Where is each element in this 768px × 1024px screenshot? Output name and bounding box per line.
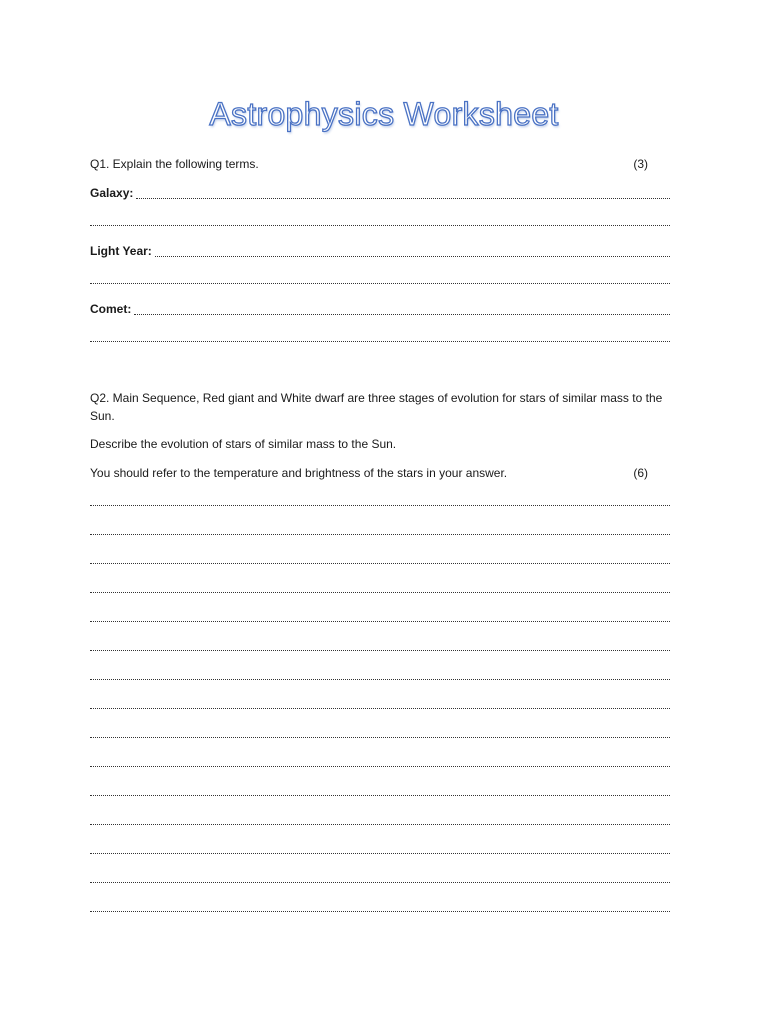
answer-dots xyxy=(136,188,670,199)
answer-dots xyxy=(90,843,670,854)
q1-prompt: Q1. Explain the following terms. xyxy=(90,157,259,171)
q2-answer-line[interactable] xyxy=(90,756,670,769)
worksheet-title: Astrophysics Worksheet xyxy=(209,96,559,132)
q2-answer-line[interactable] xyxy=(90,582,670,595)
comet-answer-line[interactable] xyxy=(90,302,670,317)
galaxy-label: Galaxy: xyxy=(90,186,134,200)
answer-dots xyxy=(155,246,670,257)
q2-marks: (6) xyxy=(633,466,648,480)
answer-dots xyxy=(90,215,670,226)
answer-dots xyxy=(90,273,670,284)
answer-dots xyxy=(134,304,670,315)
q2-answer-line[interactable] xyxy=(90,640,670,653)
q2-describe: Describe the evolution of stars of similar mass to the Sun. xyxy=(90,437,397,451)
answer-dots xyxy=(90,524,670,535)
answer-dots xyxy=(90,814,670,825)
light-year-label: Light Year: xyxy=(90,244,152,258)
answer-dots xyxy=(90,872,670,883)
answer-dots xyxy=(90,669,670,680)
q2-answer-line[interactable] xyxy=(90,814,670,827)
q2-answer-line[interactable] xyxy=(90,495,670,508)
q2-answer-line[interactable] xyxy=(90,611,670,624)
q2-answer-line[interactable] xyxy=(90,698,670,711)
q2-answer-line[interactable] xyxy=(90,843,670,856)
answer-dots xyxy=(90,331,670,342)
q2-prompt: Q2. Main Sequence, Red giant and White dwarf are three stages of evolution for stars of similar mass to the Sun. xyxy=(90,391,663,423)
q2-refer: You should refer to the temperature and brightness of the stars in your answer. xyxy=(90,466,508,480)
q2-answer-line[interactable] xyxy=(90,901,670,914)
light-year-answer-line-2[interactable] xyxy=(90,273,670,286)
galaxy-answer-line[interactable] xyxy=(90,186,670,201)
answer-dots xyxy=(90,756,670,767)
answer-dots xyxy=(90,901,670,912)
q2-answer-line[interactable] xyxy=(90,785,670,798)
answer-dots xyxy=(90,495,670,506)
q2-answer-line[interactable] xyxy=(90,524,670,537)
q2-answer-line[interactable] xyxy=(90,669,670,682)
answer-dots xyxy=(90,611,670,622)
q2-answer-line[interactable] xyxy=(90,872,670,885)
answer-dots xyxy=(90,727,670,738)
answer-dots xyxy=(90,785,670,796)
q1-marks: (3) xyxy=(633,157,648,171)
galaxy-answer-line-2[interactable] xyxy=(90,215,670,228)
comet-answer-line-2[interactable] xyxy=(90,331,670,344)
answer-dots xyxy=(90,582,670,593)
answer-dots xyxy=(90,698,670,709)
q2-refer-row xyxy=(90,466,670,481)
comet-label: Comet: xyxy=(90,302,132,316)
q1-header xyxy=(90,157,670,172)
light-year-answer-line[interactable] xyxy=(90,244,670,259)
q2-answer-line[interactable] xyxy=(90,553,670,566)
answer-dots xyxy=(90,640,670,651)
answer-dots xyxy=(90,553,670,564)
q2-answer-line[interactable] xyxy=(90,727,670,740)
